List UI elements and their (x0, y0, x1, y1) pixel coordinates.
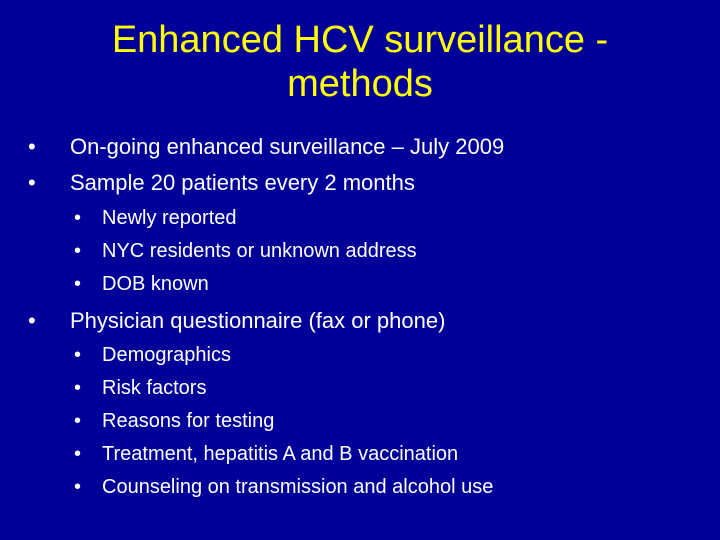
sub-bullet-text: Newly reported (102, 207, 237, 229)
bullet-marker: • (74, 273, 82, 295)
bullet-text: Sample 20 patients every 2 months (70, 170, 415, 195)
bullet-marker: • (28, 308, 36, 333)
slide-title-line-2: methods (287, 63, 433, 105)
sub-bullet-text: NYC residents or unknown address (102, 240, 417, 262)
sub-bullet-text: Reasons for testing (102, 410, 275, 432)
sub-bullet-text: Counseling on transmission and alcohol use (102, 476, 494, 498)
bullet-marker: • (74, 240, 82, 262)
bullet-text: On-going enhanced surveillance – July 2009 (70, 134, 505, 159)
bullet-marker: • (28, 134, 36, 159)
sub-bullet-text: Demographics (102, 344, 231, 366)
bullet-marker: • (74, 443, 82, 465)
bullet-marker: • (74, 344, 82, 366)
bullet-text: Physician questionnaire (fax or phone) (70, 308, 446, 333)
slide-title (40, 18, 680, 106)
bullet-marker: • (28, 170, 36, 195)
bullet-marker: • (74, 410, 82, 432)
sub-bullet-text: Treatment, hepatitis A and B vaccination (102, 443, 459, 465)
slide-title-line-1: Enhanced HCV surveillance - (111, 19, 609, 61)
sub-bullet-text: Risk factors (102, 377, 207, 399)
bullet-marker: • (74, 377, 82, 399)
bullet-marker: • (74, 207, 82, 229)
sub-bullet-text: DOB known (102, 273, 209, 295)
bullet-marker: • (74, 476, 82, 498)
